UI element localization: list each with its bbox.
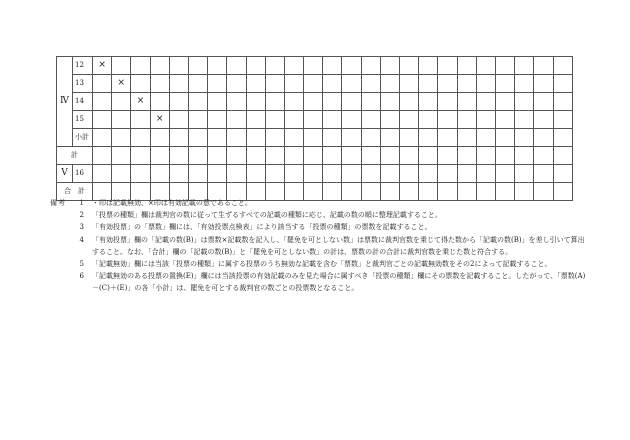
note-number: 6 — [79, 272, 84, 281]
table-cell — [323, 129, 342, 147]
table-cell — [495, 147, 514, 165]
table-cell — [169, 111, 188, 129]
table-cell — [265, 147, 284, 165]
table-cell — [419, 93, 438, 111]
table-cell — [400, 165, 419, 183]
table-cell — [323, 147, 342, 165]
table-cell — [112, 129, 131, 147]
table-cell — [380, 165, 399, 183]
table-cell — [169, 93, 188, 111]
row-number: 16 — [73, 165, 93, 183]
table-cell — [304, 57, 323, 75]
table-row — [57, 75, 573, 93]
table-cell — [169, 147, 188, 165]
table-cell — [284, 75, 303, 93]
table-cell — [188, 129, 207, 147]
table-row — [57, 111, 573, 129]
invalid-mark: × — [131, 93, 150, 111]
table-cell — [476, 129, 495, 147]
note-number: 1 — [79, 199, 84, 207]
table-cell — [438, 93, 457, 111]
table-cell — [495, 111, 514, 129]
note-item-2 — [50, 209, 590, 221]
table-cell — [380, 129, 399, 147]
table-cell — [438, 165, 457, 183]
table-cell — [342, 57, 361, 75]
table-cell — [515, 75, 534, 93]
table-cell — [227, 165, 246, 183]
table-cell — [438, 75, 457, 93]
table-cell — [112, 111, 131, 129]
table-cell — [361, 165, 380, 183]
table-cell — [476, 111, 495, 129]
table-cell — [93, 111, 112, 129]
note-text: 「有効投票」欄の「記載の数(B)」は票数×記載数を記入し、「罷免を可としない数」は票数に裁判官数を乗じて得た数から「記載の数(B)」を差し引いて算出すること。なお、「合計」欄の「記載の数(B)」と「罷免を可としない数」の計は、票数の計の合計に裁判官数を乗じた数と符合する。 — [92, 235, 585, 256]
table-cell — [476, 165, 495, 183]
note-number: 4 — [79, 235, 84, 244]
table-cell — [457, 147, 476, 165]
table-cell — [361, 129, 380, 147]
table-cell — [476, 57, 495, 75]
table-cell — [265, 111, 284, 129]
table-cell — [534, 93, 553, 111]
table-cell — [400, 147, 419, 165]
table-cell — [169, 129, 188, 147]
table-cell — [208, 93, 227, 111]
note-text: 「記載無効」欄には当該「投票の種類」に属する投票のうち無効な記載を含む「票数」と裁判官ごとの記載無効数をその2によって記載すること。 — [92, 260, 552, 269]
table-cell — [323, 57, 342, 75]
table-cell — [131, 147, 150, 165]
table-cell — [246, 147, 265, 165]
table-cell — [438, 111, 457, 129]
table-cell — [438, 57, 457, 75]
table-cell — [457, 75, 476, 93]
table-cell — [112, 93, 131, 111]
table-cell — [246, 75, 265, 93]
table-cell — [150, 57, 169, 75]
table-cell — [188, 93, 207, 111]
table-cell — [131, 129, 150, 147]
table-cell — [400, 129, 419, 147]
table-cell — [361, 111, 380, 129]
table-cell — [265, 165, 284, 183]
section-label: Ⅳ — [57, 57, 73, 147]
table-cell — [208, 165, 227, 183]
table-cell — [93, 93, 112, 111]
total-row — [57, 147, 573, 165]
table-cell — [342, 93, 361, 111]
table-cell — [400, 111, 419, 129]
table-cell — [227, 75, 246, 93]
table-cell — [553, 93, 572, 111]
table-cell — [361, 75, 380, 93]
table-cell — [553, 57, 572, 75]
note-item-1 — [50, 197, 590, 209]
table-cell — [150, 165, 169, 183]
table-cell — [438, 147, 457, 165]
table-row — [57, 57, 573, 75]
table-cell — [380, 147, 399, 165]
table-cell — [265, 129, 284, 147]
table-cell — [476, 93, 495, 111]
table-cell — [419, 147, 438, 165]
table-cell — [553, 165, 572, 183]
table-cell — [227, 129, 246, 147]
table-cell — [265, 93, 284, 111]
table-cell — [284, 147, 303, 165]
table-cell — [553, 111, 572, 129]
table-cell — [476, 75, 495, 93]
table-cell — [515, 57, 534, 75]
table-cell — [93, 147, 112, 165]
table-cell — [188, 147, 207, 165]
table-cell — [495, 93, 514, 111]
note-number: 5 — [79, 260, 84, 269]
vote-tally-table — [56, 56, 573, 201]
table-cell — [323, 75, 342, 93]
table-cell — [208, 147, 227, 165]
table-cell — [419, 75, 438, 93]
table-cell — [208, 111, 227, 129]
table-cell — [342, 165, 361, 183]
subtotal-row — [57, 129, 573, 147]
table-cell — [93, 165, 112, 183]
table-cell — [515, 93, 534, 111]
row-number: 13 — [73, 75, 93, 93]
table-cell — [438, 129, 457, 147]
table-cell — [400, 75, 419, 93]
table-cell — [227, 57, 246, 75]
table-cell — [188, 111, 207, 129]
table-cell — [246, 111, 265, 129]
table-cell — [361, 93, 380, 111]
table-cell — [304, 75, 323, 93]
table-cell — [380, 75, 399, 93]
table-cell — [323, 111, 342, 129]
note-item-6 — [50, 270, 590, 294]
table-cell — [380, 57, 399, 75]
table-cell — [208, 57, 227, 75]
invalid-mark: × — [93, 57, 112, 75]
table-cell — [150, 75, 169, 93]
table-cell — [227, 147, 246, 165]
table-cell — [246, 165, 265, 183]
note-item-4 — [50, 234, 590, 258]
table-cell — [342, 111, 361, 129]
note-text: ・印は記載無効、×印は有効記載の意であること。 — [92, 199, 252, 207]
notes-section — [50, 197, 590, 295]
table-cell — [515, 129, 534, 147]
table-cell — [457, 165, 476, 183]
grand-total-label: 合 計 — [57, 183, 93, 201]
table-cell — [169, 165, 188, 183]
table-cell — [457, 129, 476, 147]
table-row — [57, 93, 573, 111]
table-cell — [265, 75, 284, 93]
row-number: 12 — [73, 57, 93, 75]
table-cell — [284, 129, 303, 147]
table-cell — [400, 57, 419, 75]
table-cell — [380, 93, 399, 111]
table-cell — [150, 129, 169, 147]
table-cell — [515, 147, 534, 165]
table-cell — [342, 147, 361, 165]
table-cell — [227, 111, 246, 129]
table-cell — [150, 147, 169, 165]
table-cell — [323, 165, 342, 183]
table-cell — [476, 147, 495, 165]
table-cell — [284, 165, 303, 183]
note-text: 「投票の種類」欄は裁判官の数に従って生ずるすべての記載の種類に応じ、記載の数の順に整理記載すること。 — [92, 211, 442, 220]
note-item-3 — [50, 221, 590, 233]
table-cell — [457, 93, 476, 111]
table-cell — [208, 75, 227, 93]
table-cell — [419, 129, 438, 147]
table-cell — [227, 93, 246, 111]
table-cell — [457, 57, 476, 75]
table-cell — [419, 165, 438, 183]
table-cell — [342, 75, 361, 93]
total-label: 計 — [57, 147, 93, 165]
table-cell — [188, 165, 207, 183]
note-text: 「記載無効のある投票の置換(E)」欄には当該投票の有効記載のみを見た場合に属すべき「投票の種類」欄にその票数を記載すること。したがって、「票数(A)－(C)＋(E)」の各「小計」は、罷免を可とする裁判官の数ごとの投票数となること。 — [92, 272, 586, 293]
table-cell — [553, 129, 572, 147]
table-cell — [342, 129, 361, 147]
table-cell — [131, 75, 150, 93]
table-cell — [284, 93, 303, 111]
table-cell — [246, 129, 265, 147]
table-cell — [304, 93, 323, 111]
table-cell — [112, 165, 131, 183]
table-cell — [112, 57, 131, 75]
table-cell — [131, 165, 150, 183]
note-number: 2 — [79, 211, 84, 220]
table-cell — [534, 57, 553, 75]
table-cell — [361, 147, 380, 165]
table-cell — [131, 111, 150, 129]
table-cell — [534, 75, 553, 93]
table-cell — [380, 111, 399, 129]
table-cell — [284, 57, 303, 75]
table-cell — [361, 57, 380, 75]
table-cell — [495, 57, 514, 75]
note-text: 「有効投票」の「票数」欄には、「有効投票点検表」により該当する「投票の種類」の票数を記載すること。 — [92, 223, 432, 232]
table-cell — [304, 129, 323, 147]
note-number: 3 — [79, 223, 84, 232]
table-cell — [93, 75, 112, 93]
table-cell — [457, 111, 476, 129]
invalid-mark: × — [150, 111, 169, 129]
table-cell — [515, 165, 534, 183]
note-item-5 — [50, 258, 590, 270]
table-cell — [495, 75, 514, 93]
table-cell — [169, 75, 188, 93]
table-cell — [534, 129, 553, 147]
table-cell — [112, 147, 131, 165]
table-cell — [400, 93, 419, 111]
table-row — [57, 165, 573, 183]
notes-heading: 備考 — [50, 199, 66, 207]
table-cell — [169, 57, 188, 75]
table-cell — [265, 57, 284, 75]
table-cell — [246, 93, 265, 111]
table-cell — [553, 147, 572, 165]
table-cell — [131, 57, 150, 75]
table-cell — [304, 111, 323, 129]
table-cell — [93, 129, 112, 147]
table-cell — [304, 165, 323, 183]
table-cell — [495, 165, 514, 183]
row-number: 15 — [73, 111, 93, 129]
table-cell — [284, 111, 303, 129]
table-cell — [534, 165, 553, 183]
table-cell — [188, 57, 207, 75]
table-cell — [188, 75, 207, 93]
subtotal-label: 小計 — [73, 129, 93, 147]
table-cell — [515, 111, 534, 129]
table-cell — [304, 147, 323, 165]
table-cell — [419, 57, 438, 75]
table-cell — [246, 57, 265, 75]
table-cell — [323, 93, 342, 111]
invalid-mark: × — [112, 75, 131, 93]
section-label: Ⅴ — [57, 165, 73, 183]
table-cell — [495, 129, 514, 147]
table-cell — [534, 147, 553, 165]
table-cell — [534, 111, 553, 129]
table-cell — [150, 93, 169, 111]
table-cell — [553, 75, 572, 93]
row-number: 14 — [73, 93, 93, 111]
table-cell — [419, 111, 438, 129]
table-cell — [208, 129, 227, 147]
